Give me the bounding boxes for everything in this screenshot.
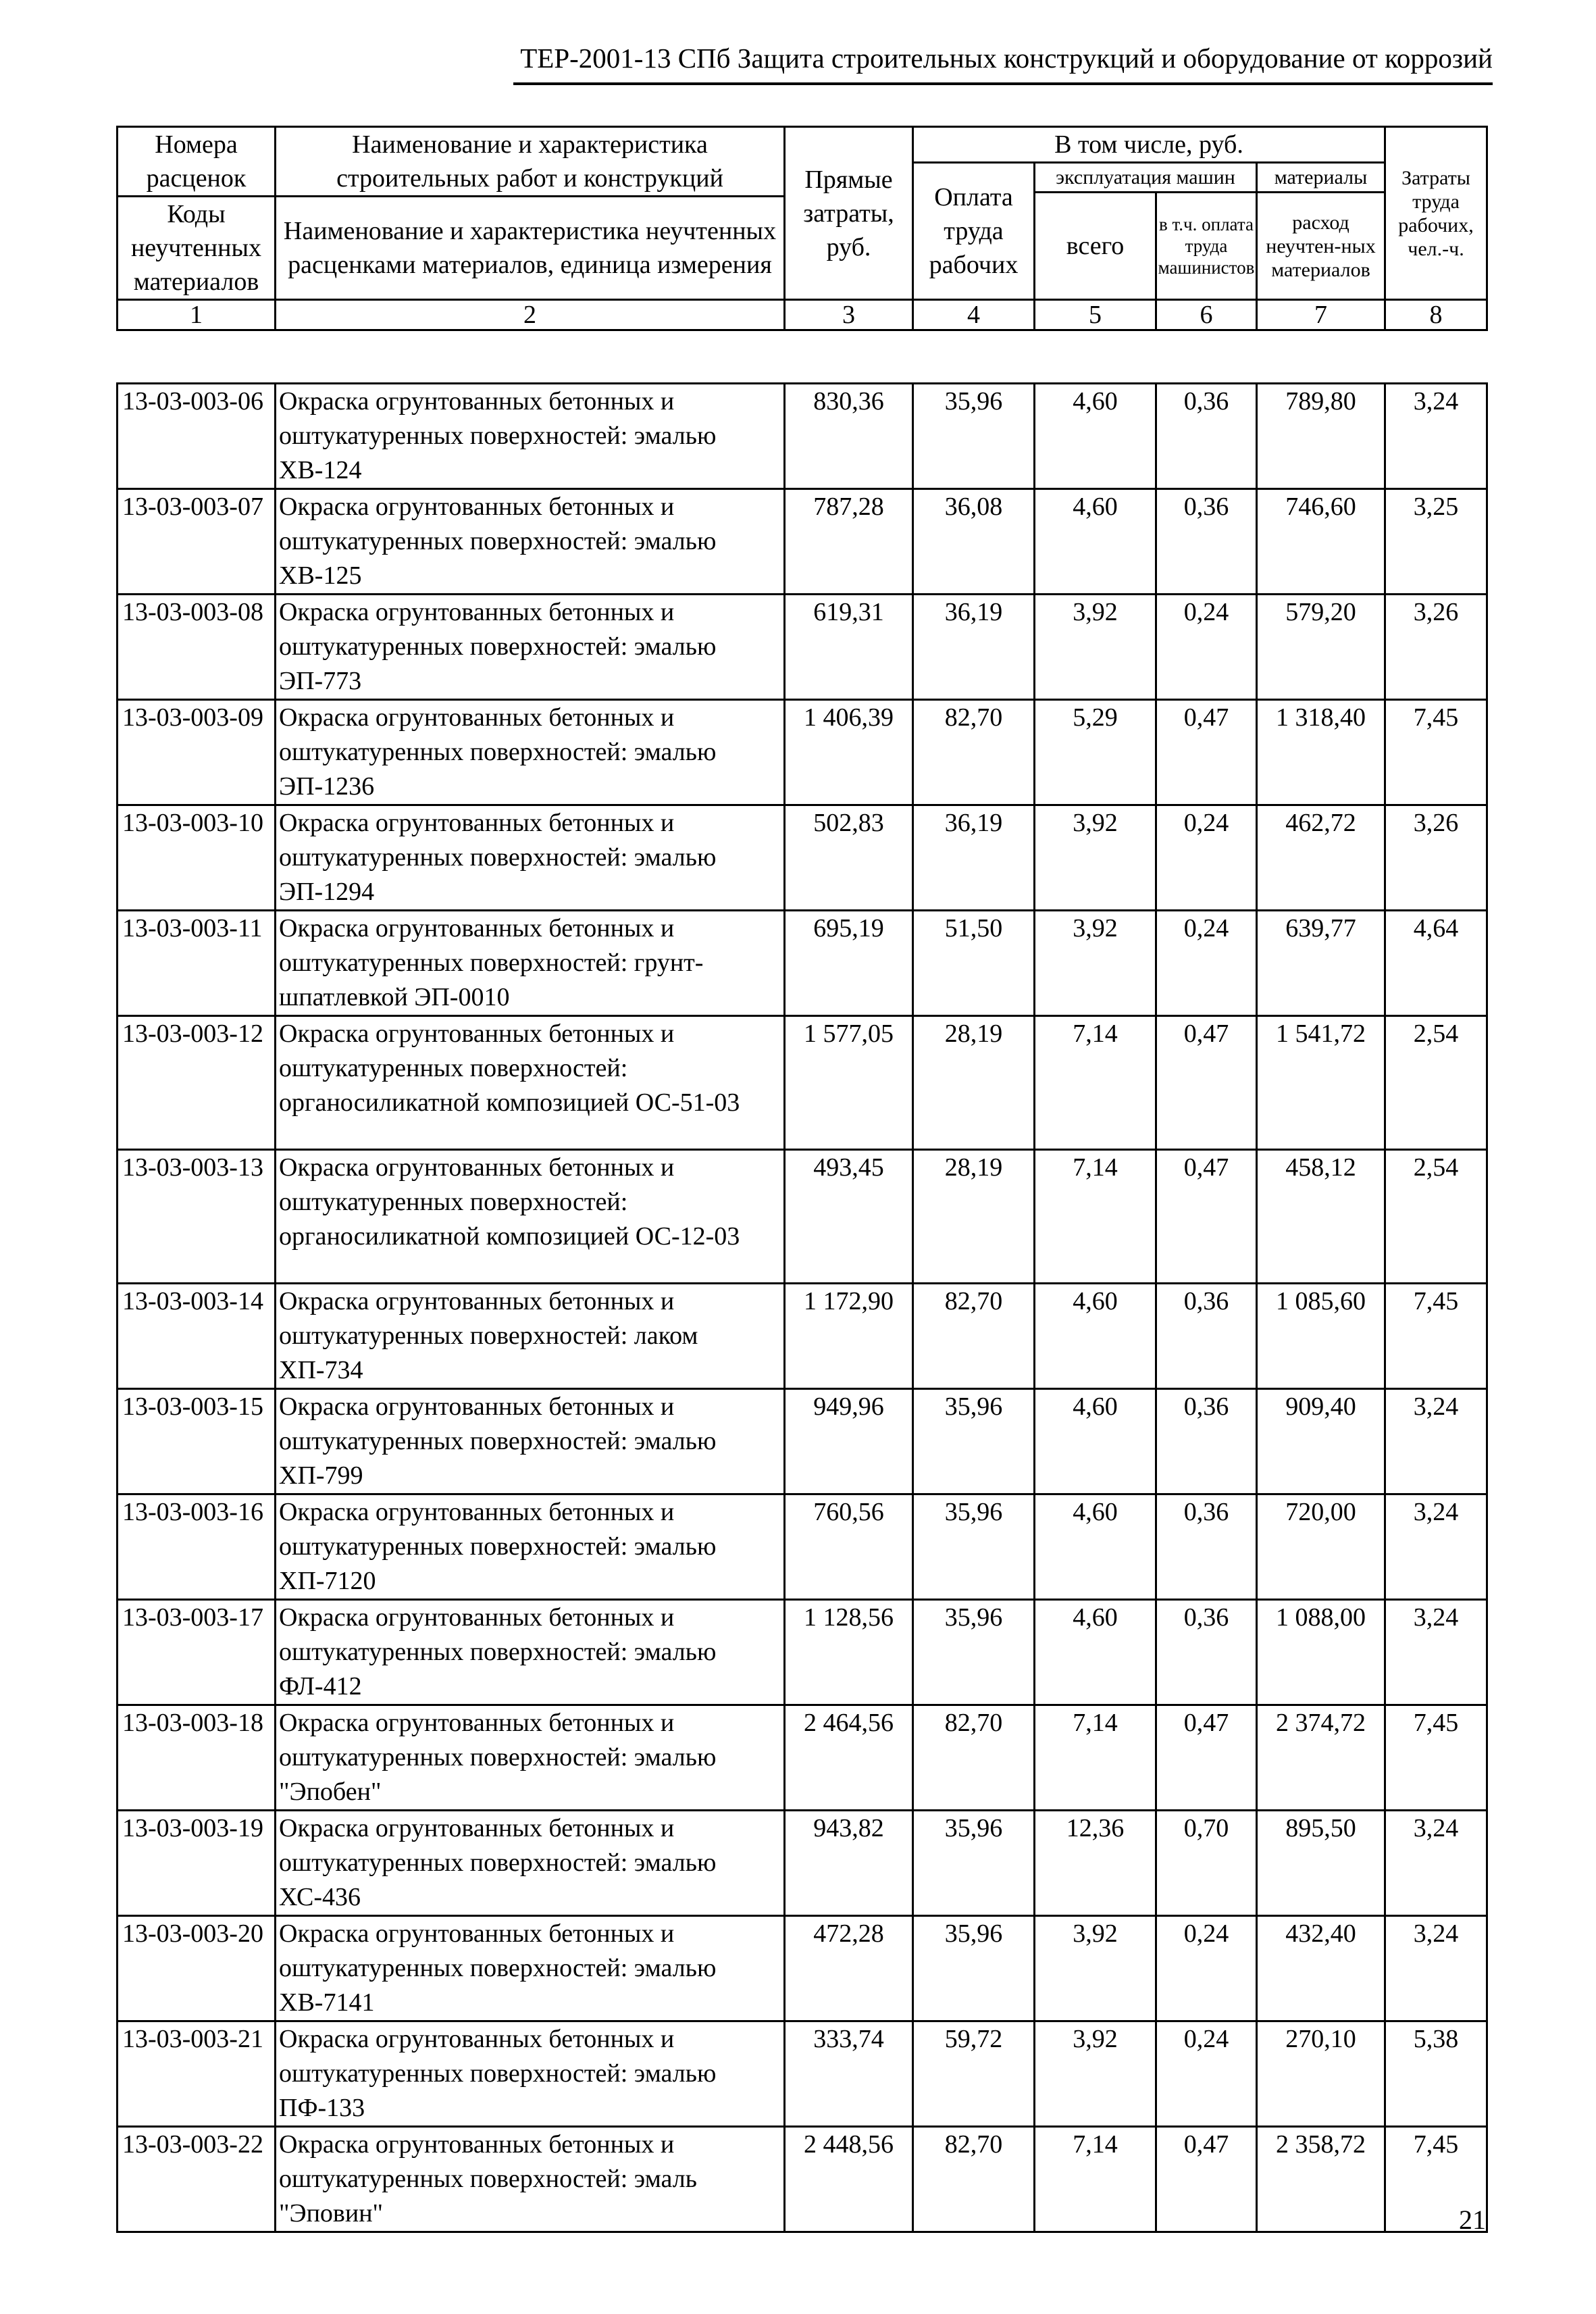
labor-hours: 3,26 [1385,805,1487,911]
rate-code: 13-03-003-16 [118,1494,276,1600]
materials-cost: 1 318,40 [1257,700,1385,805]
table-row [118,805,1487,911]
work-name: Окраска огрунтованных бетонных и оштукатуренных поверхностей: эмалью ЭП-1236 [276,700,785,805]
work-name: Окраска огрунтованных бетонных и оштукатуренных поверхностей: лаком ХП-734 [276,1284,785,1389]
labor-hours: 3,24 [1385,1916,1487,2021]
machines-total: 3,92 [1035,2021,1156,2127]
labor-pay: 82,70 [913,1284,1035,1389]
work-name: Окраска огрунтованных бетонных и оштукатуренных поверхностей: эмалью ХВ-124 [276,384,785,489]
labor-pay: 51,50 [913,911,1035,1016]
labor-pay: 28,19 [913,1150,1035,1284]
machines-operators: 0,24 [1156,805,1257,911]
table-row [118,1811,1487,1916]
table-row [118,1600,1487,1705]
header-material-codes: Коды неучтенных материалов [118,197,276,300]
rate-code: 13-03-003-21 [118,2021,276,2127]
header-labor-pay: Оплата труда рабочих [913,163,1035,300]
labor-hours: 3,24 [1385,1494,1487,1600]
machines-operators: 0,47 [1156,1705,1257,1811]
machines-operators: 0,47 [1156,2127,1257,2232]
header-including: В том числе, руб. [913,127,1385,163]
table-row [118,1494,1487,1600]
direct-costs: 1 577,05 [785,1016,913,1150]
machines-total: 4,60 [1035,1389,1156,1494]
labor-pay: 82,70 [913,700,1035,805]
machines-operators: 0,47 [1156,700,1257,805]
table-row [118,700,1487,805]
labor-pay: 35,96 [913,1916,1035,2021]
rates-table [116,382,1488,2233]
machines-operators: 0,36 [1156,489,1257,595]
table-row [118,1016,1487,1150]
machines-operators: 0,24 [1156,911,1257,1016]
materials-cost: 909,40 [1257,1389,1385,1494]
rate-code: 13-03-003-19 [118,1811,276,1916]
rate-code: 13-03-003-07 [118,489,276,595]
labor-pay: 36,19 [913,805,1035,911]
machines-operators: 0,36 [1156,384,1257,489]
column-number: 3 [785,300,913,330]
rate-code: 13-03-003-11 [118,911,276,1016]
column-number: 1 [118,300,276,330]
column-number: 2 [276,300,785,330]
direct-costs: 943,82 [785,1811,913,1916]
direct-costs: 2 448,56 [785,2127,913,2232]
rate-code: 13-03-003-15 [118,1389,276,1494]
labor-hours: 7,45 [1385,1284,1487,1389]
machines-operators: 0,24 [1156,595,1257,700]
direct-costs: 1 172,90 [785,1284,913,1389]
work-name: Окраска огрунтованных бетонных и оштукатуренных поверхностей: эмалью "Эпобен" [276,1705,785,1811]
materials-cost: 639,77 [1257,911,1385,1016]
page-number: 21 [1459,2205,1486,2235]
direct-costs: 760,56 [785,1494,913,1600]
labor-hours: 3,25 [1385,489,1487,595]
labor-hours: 3,24 [1385,1600,1487,1705]
column-number: 8 [1385,300,1487,330]
machines-operators: 0,47 [1156,1150,1257,1284]
labor-hours: 2,54 [1385,1150,1487,1284]
rate-code: 13-03-003-12 [118,1016,276,1150]
machines-operators: 0,47 [1156,1016,1257,1150]
machines-total: 3,92 [1035,805,1156,911]
header-direct-costs: Прямые затраты, руб. [785,127,913,300]
labor-pay: 36,19 [913,595,1035,700]
machines-total: 4,60 [1035,1494,1156,1600]
work-name: Окраска огрунтованных бетонных и оштукатуренных поверхностей: органосиликатной композицией ОС-12-03 [276,1150,785,1284]
rate-code: 13-03-003-22 [118,2127,276,2232]
direct-costs: 695,19 [785,911,913,1016]
work-name: Окраска огрунтованных бетонных и оштукатуренных поверхностей: эмалью ХП-799 [276,1389,785,1494]
table-row [118,1705,1487,1811]
column-number: 6 [1156,300,1257,330]
work-name: Окраска огрунтованных бетонных и оштукатуренных поверхностей: грунт-шпатлевкой ЭП-0010 [276,911,785,1016]
machines-total: 4,60 [1035,384,1156,489]
direct-costs: 830,36 [785,384,913,489]
work-name: Окраска огрунтованных бетонных и оштукатуренных поверхностей: эмалью ХС-436 [276,1811,785,1916]
labor-hours: 3,24 [1385,1811,1487,1916]
materials-cost: 2 374,72 [1257,1705,1385,1811]
machines-total: 4,60 [1035,1284,1156,1389]
column-number: 4 [913,300,1035,330]
work-name: Окраска огрунтованных бетонных и оштукатуренных поверхностей: эмалью ФЛ-412 [276,1600,785,1705]
labor-hours: 3,24 [1385,384,1487,489]
labor-hours: 4,64 [1385,911,1487,1016]
labor-hours: 7,45 [1385,2127,1487,2232]
labor-hours: 7,45 [1385,1705,1487,1811]
work-name: Окраска огрунтованных бетонных и оштукатуренных поверхностей: эмаль "Эповин" [276,2127,785,2232]
materials-cost: 432,40 [1257,1916,1385,2021]
work-name: Окраска огрунтованных бетонных и оштукатуренных поверхностей: эмалью ХВ-125 [276,489,785,595]
rate-code: 13-03-003-09 [118,700,276,805]
header-machines-operators: в т.ч. оплата труда машинистов [1156,193,1257,300]
direct-costs: 2 464,56 [785,1705,913,1811]
table-row [118,1284,1487,1389]
materials-cost: 2 358,72 [1257,2127,1385,2232]
machines-operators: 0,36 [1156,1284,1257,1389]
labor-hours: 2,54 [1385,1016,1487,1150]
machines-total: 7,14 [1035,1705,1156,1811]
work-name: Окраска огрунтованных бетонных и оштукатуренных поверхностей: эмалью ХП-7120 [276,1494,785,1600]
header-materials-unaccounted: расход неучтен-ных материалов [1257,193,1385,300]
direct-costs: 949,96 [785,1389,913,1494]
labor-pay: 36,08 [913,489,1035,595]
table-row [118,489,1487,595]
header-machines-total: всего [1035,193,1156,300]
table-row [118,1916,1487,2021]
table-row [118,2127,1487,2232]
labor-pay: 35,96 [913,1389,1035,1494]
rate-code: 13-03-003-20 [118,1916,276,2021]
machines-total: 12,36 [1035,1811,1156,1916]
table-row [118,2021,1487,2127]
work-name: Окраска огрунтованных бетонных и оштукатуренных поверхностей: эмалью ЭП-1294 [276,805,785,911]
machines-operators: 0,24 [1156,1916,1257,2021]
labor-pay: 35,96 [913,1811,1035,1916]
rate-code: 13-03-003-13 [118,1150,276,1284]
machines-total: 7,14 [1035,2127,1156,2232]
machines-operators: 0,36 [1156,1494,1257,1600]
work-name: Окраска огрунтованных бетонных и оштукатуренных поверхностей: эмалью ПФ-133 [276,2021,785,2127]
labor-pay: 82,70 [913,2127,1035,2232]
table-row [118,384,1487,489]
labor-pay: 82,70 [913,1705,1035,1811]
materials-cost: 895,50 [1257,1811,1385,1916]
materials-cost: 746,60 [1257,489,1385,595]
machines-total: 4,60 [1035,1600,1156,1705]
rate-code: 13-03-003-06 [118,384,276,489]
labor-hours: 7,45 [1385,700,1487,805]
materials-cost: 458,12 [1257,1150,1385,1284]
direct-costs: 333,74 [785,2021,913,2127]
work-name: Окраска огрунтованных бетонных и оштукатуренных поверхностей: эмалью ХВ-7141 [276,1916,785,2021]
header-materials: материалы [1257,163,1385,193]
direct-costs: 787,28 [785,489,913,595]
work-name: Окраска огрунтованных бетонных и оштукатуренных поверхностей: эмалью ЭП-773 [276,595,785,700]
header-labor-hours: Затраты труда рабочих, чел.-ч. [1385,127,1487,300]
rate-code: 13-03-003-10 [118,805,276,911]
machines-operators: 0,36 [1156,1389,1257,1494]
table-header [116,126,1488,331]
running-head: ТЕР-2001-13 СПб Защита строительных конструкций и оборудование от коррозий [520,43,1493,74]
header-machines: эксплуатация машин [1035,163,1257,193]
work-name: Окраска огрунтованных бетонных и оштукатуренных поверхностей: органосиликатной композицией ОС-51-03 [276,1016,785,1150]
machines-operators: 0,24 [1156,2021,1257,2127]
header-work-name: Наименование и характеристика строительных работ и конструкций [276,127,785,197]
machines-total: 3,92 [1035,1916,1156,2021]
labor-pay: 35,96 [913,1600,1035,1705]
table-row [118,1389,1487,1494]
machines-total: 7,14 [1035,1016,1156,1150]
labor-hours: 3,24 [1385,1389,1487,1494]
direct-costs: 1 406,39 [785,700,913,805]
header-rate-number: Номера расценок [118,127,276,197]
direct-costs: 472,28 [785,1916,913,2021]
materials-cost: 1 085,60 [1257,1284,1385,1389]
header-material-name: Наименование и характеристика неучтенных расценками материалов, единица измерения [276,197,785,300]
machines-operators: 0,70 [1156,1811,1257,1916]
header-rule [513,82,1493,85]
machines-operators: 0,36 [1156,1600,1257,1705]
direct-costs: 493,45 [785,1150,913,1284]
rate-code: 13-03-003-18 [118,1705,276,1811]
materials-cost: 462,72 [1257,805,1385,911]
labor-pay: 59,72 [913,2021,1035,2127]
labor-pay: 28,19 [913,1016,1035,1150]
column-number: 7 [1257,300,1385,330]
labor-hours: 3,26 [1385,595,1487,700]
labor-hours: 5,38 [1385,2021,1487,2127]
rate-code: 13-03-003-08 [118,595,276,700]
table-row [118,595,1487,700]
table-row [118,1150,1487,1284]
labor-pay: 35,96 [913,1494,1035,1600]
direct-costs: 1 128,56 [785,1600,913,1705]
materials-cost: 720,00 [1257,1494,1385,1600]
direct-costs: 619,31 [785,595,913,700]
machines-total: 7,14 [1035,1150,1156,1284]
materials-cost: 1 088,00 [1257,1600,1385,1705]
rate-code: 13-03-003-17 [118,1600,276,1705]
materials-cost: 789,80 [1257,384,1385,489]
machines-total: 3,92 [1035,595,1156,700]
direct-costs: 502,83 [785,805,913,911]
column-number: 5 [1035,300,1156,330]
machines-total: 4,60 [1035,489,1156,595]
machines-total: 3,92 [1035,911,1156,1016]
materials-cost: 579,20 [1257,595,1385,700]
table-row [118,911,1487,1016]
materials-cost: 270,10 [1257,2021,1385,2127]
machines-total: 5,29 [1035,700,1156,805]
rate-code: 13-03-003-14 [118,1284,276,1389]
materials-cost: 1 541,72 [1257,1016,1385,1150]
labor-pay: 35,96 [913,384,1035,489]
